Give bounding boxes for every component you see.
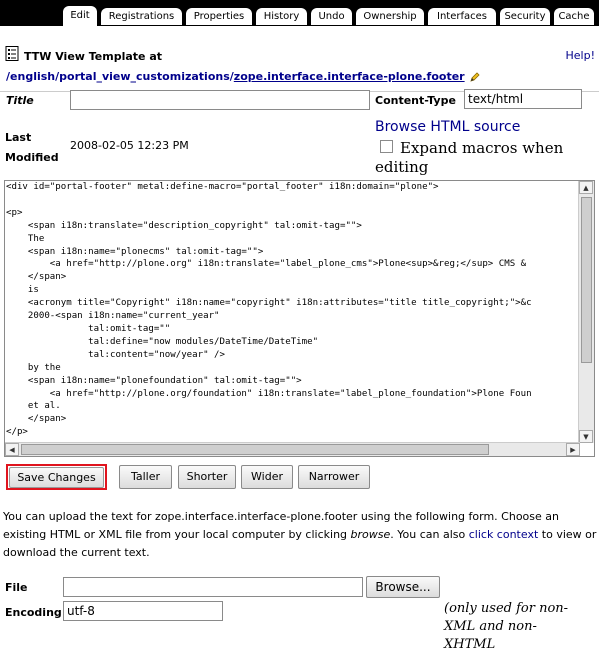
- code-editor[interactable]: [4, 180, 595, 457]
- shorter-button[interactable]: Shorter: [178, 465, 236, 489]
- breadcrumb-separator: /: [6, 70, 11, 83]
- vertical-scroll-thumb[interactable]: [581, 197, 592, 363]
- browse-html-source-link[interactable]: Browse HTML source: [375, 119, 521, 135]
- breadcrumb-portal-view-customizations[interactable]: portal_view_customizations: [59, 70, 230, 83]
- tab-registrations[interactable]: Registrations: [101, 8, 182, 25]
- last-modified-value: 2008-02-05 12:23 PM: [70, 139, 189, 152]
- breadcrumb-separator: /: [229, 70, 234, 83]
- breadcrumb-current-template[interactable]: zope.interface.interface-plone.footer: [233, 70, 465, 83]
- scroll-right-icon[interactable]: ▶: [566, 443, 580, 456]
- scroll-down-icon[interactable]: ▼: [579, 430, 593, 443]
- click-context-link[interactable]: click context: [468, 528, 539, 541]
- tab-edit[interactable]: Edit: [63, 6, 97, 26]
- tab-security[interactable]: Security: [500, 8, 550, 25]
- tab-properties[interactable]: Properties: [186, 8, 252, 25]
- tab-bar: [0, 0, 599, 26]
- taller-button[interactable]: Taller: [119, 465, 172, 489]
- scroll-up-icon[interactable]: ▲: [579, 181, 593, 194]
- tab-cache[interactable]: Cache: [554, 8, 594, 25]
- title-label: Title: [6, 94, 34, 107]
- tab-ownership[interactable]: Ownership: [356, 8, 424, 25]
- encoding-input[interactable]: [63, 601, 223, 621]
- encoding-label: Encoding: [5, 606, 62, 619]
- pencil-icon: [469, 71, 481, 83]
- last-modified-label: Last Modified: [5, 131, 59, 164]
- tab-undo[interactable]: Undo: [311, 8, 352, 25]
- scroll-left-icon[interactable]: ◀: [5, 443, 19, 456]
- wider-button[interactable]: Wider: [241, 465, 293, 489]
- breadcrumb-english[interactable]: english: [10, 70, 56, 83]
- content-type-input[interactable]: [464, 89, 582, 109]
- breadcrumb: [6, 70, 481, 83]
- upload-description: [3, 508, 597, 562]
- narrower-button[interactable]: Narrower: [298, 465, 370, 489]
- code-editor-text[interactable]: <div id="portal-footer" metal:define-macro="portal_footer" i18n:domain="plone"> <p> <span i18n:translate="description_copyright" tal:omit-tag=""> The <span i18n:name="plonecms" tal:omit-tag=""> <a href="http://plone.org" i18n:translate="label_plone_cms">Plone<sup>&reg;</sup> CMS & </span> is <acronym title="Copyright" i18n:name="copyright" i18n:attributes="title title_copyright;">&c 2000-<span i18n:name="current_year" tal:omit-tag="" tal:define="now modules/DateTime/DateTime" tal:content="now/year" /> by the <span i18n:name="plonefoundation" tal:omit-tag=""> <a href="http://plone.org/foundation" i18n:translate="label_plone_foundation">Plone Foun et al. </span> </p>: [6, 182, 532, 438]
- page-title: TTW View Template at: [24, 50, 163, 63]
- file-label: File: [5, 581, 28, 594]
- save-button[interactable]: Save Changes: [9, 467, 104, 488]
- help-link[interactable]: Help!: [565, 49, 595, 62]
- upload-description-text: . You can also: [390, 528, 469, 541]
- upload-description-text: to view or download the current text.: [3, 528, 597, 559]
- upload-description-text: You can upload the text for zope.interface.interface-plone.footer using the following form. Choose an existing HTML or XML file from your local computer by clicking: [3, 510, 559, 541]
- horizontal-scrollbar[interactable]: [5, 442, 580, 456]
- upload-description-browse: browse: [350, 528, 391, 541]
- tab-interfaces[interactable]: Interfaces: [428, 8, 496, 25]
- horizontal-scroll-thumb[interactable]: [21, 444, 489, 455]
- file-browse-button[interactable]: Browse...: [366, 576, 440, 598]
- content-type-label: Content-Type: [375, 94, 456, 107]
- breadcrumb-separator: /: [55, 70, 60, 83]
- expand-macros-label: Expand macros when editing: [375, 139, 564, 176]
- tab-history[interactable]: History: [256, 8, 307, 25]
- file-input[interactable]: [63, 577, 363, 597]
- encoding-note: (only used for non-XML and non-XHTML: [444, 601, 569, 652]
- vertical-scrollbar[interactable]: [578, 181, 594, 443]
- document-icon: [5, 46, 19, 61]
- title-input[interactable]: [70, 90, 370, 110]
